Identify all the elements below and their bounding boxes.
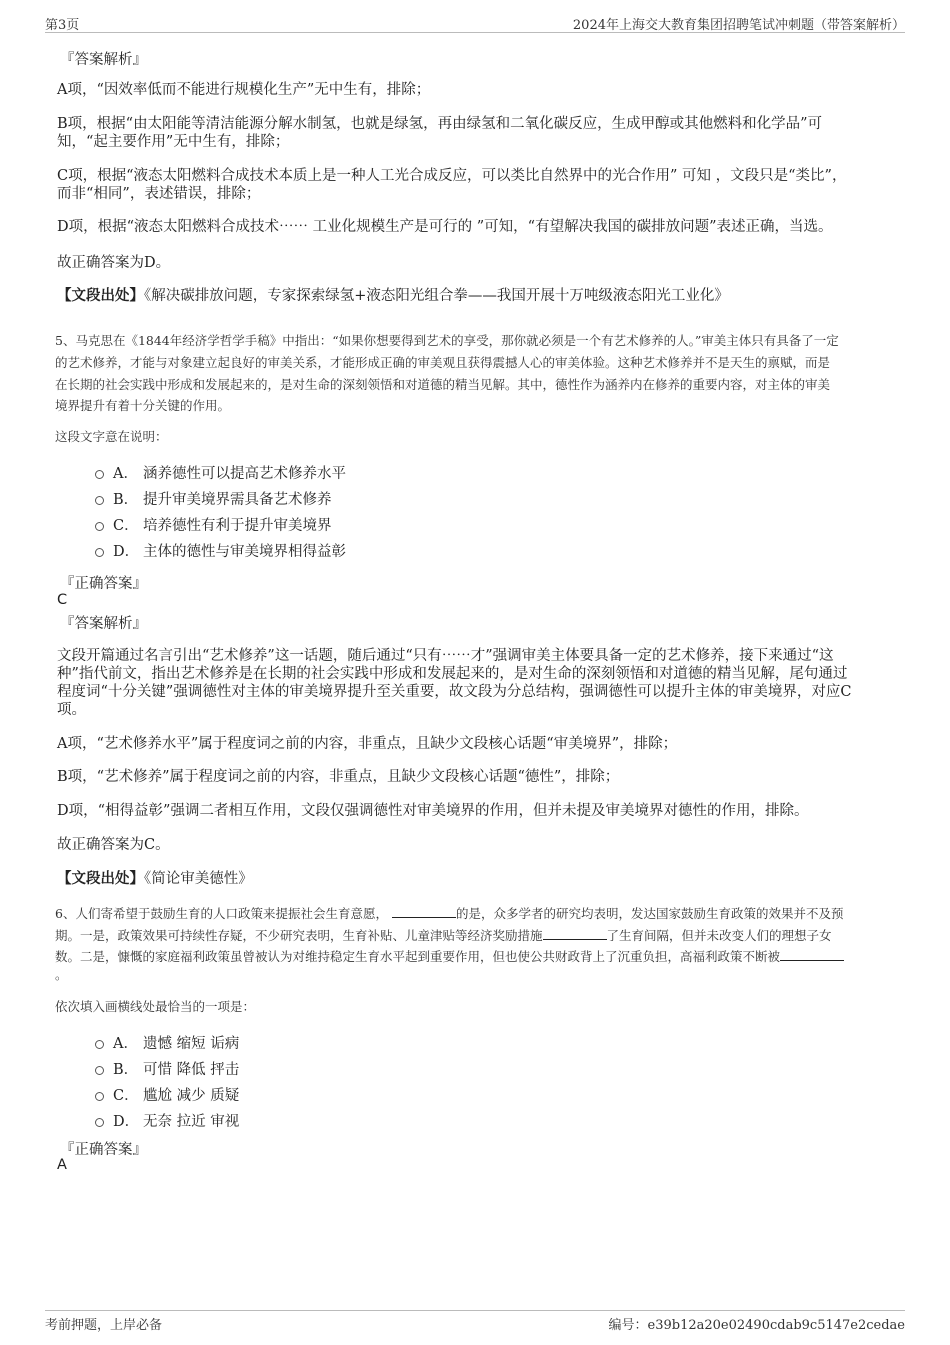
q5-option-b[interactable]: B． 提升审美境界需具备艺术修养 [95,488,332,509]
q5-analysis-line2: 种”指代前文，指出艺术修养是在长期的社会实践中形成和发展起来的，是对生命的深刻领悟和对道德的精当见解，尾句通过 [57,666,848,682]
q5-prompt: 这段文字意在说明： [55,429,168,444]
fill-blank-2[interactable] [543,927,607,940]
q5-option-c[interactable]: C． 培养德性有利于提升审美境界 [95,514,332,535]
q5-analysis-d: D项，“相得益彰”强调二者相互作用，文段仅强调德性对审美境界的作用，但并未提及审美境界对德性的作用，排除。 [57,803,809,819]
analysis-tag: 『答案解析』 [60,52,147,68]
q6-stem-line4: 。 [55,967,68,982]
radio-icon[interactable] [95,1092,104,1101]
q6-option-b[interactable]: B． 可惜 降低 抨击 [95,1058,239,1079]
q5-stem-line2: 的艺术修养，才能与对象建立起良好的审美关系，才能形成正确的审美观且获得震撼人心的审美体验。这种艺术修养并不是天生的禀赋，而是 [55,355,831,370]
source-label: 【文段出处】 [57,287,144,304]
analysis-d: D项，根据“液态太阳燃料合成技术⋯⋯ 工业化规模生产是可行的 ”可知，“有望解决我国的碳排放问题”表述正确，当选。 [57,219,833,235]
q5-analysis-line3: 程度词“十分关键”强调德性对主体的审美境界提升至关重要，故文段为分总结构，强调德性可以提升主体的审美境界，对应C [57,684,852,700]
source-title: 《简论审美德性》 [144,871,253,887]
analysis-b-line1: B项，根据“由太阳能等清洁能源分解水制氢，也就是绿氢，再由绿氢和二氧化碳反应，生成甲醇或其他燃料和化学品”可 [57,116,822,132]
answer-tag: 『正确答案』 [60,1142,147,1158]
document-id: 编号：e39b12a20e02490cdab9c5147e2cedae [608,1318,905,1333]
source-line [57,286,897,306]
q6-stem-line1: 6、人们寄希望于鼓励生育的人口政策来提振社会生育意愿， 的是，众多学者的研究均表明，发达国家鼓励生育政策的效果并不及预 [55,906,844,921]
q5-option-a[interactable]: A． 涵养德性可以提高艺术修养水平 [95,462,346,483]
q6-prompt: 依次填入画横线处最恰当的一项是： [55,999,256,1014]
radio-icon[interactable] [95,522,104,531]
q6-stem-line3: 数。二是，慷慨的家庭福利政策虽曾被认为对维持稳定生育水平起到重要作用，但也使公共财政背上了沉重负担，高福利政策不断被 [55,946,900,968]
q5-conclusion: 故正确答案为C。 [57,837,170,853]
q6-option-d[interactable]: D． 无奈 拉近 审视 [95,1110,239,1131]
answer-value: C [57,592,68,608]
q5-stem-line3: 在长期的社会实践中形成和发展起来的，是对生命的深刻领悟和对道德的精当见解。其中，德性作为涵养内在修养的重要内容，对主体的审美 [55,377,831,392]
radio-icon[interactable] [95,1118,104,1127]
q6-stem-line2: 期。一是，政策效果可持续性存疑，不少研究表明，生育补贴、儿童津贴等经济奖励措施 了生育间隔，但并未改变人们的理想子女 [55,928,832,943]
analysis-b-line2: 知，“起主要作用”无中生有，排除； [57,134,290,150]
radio-icon[interactable] [95,548,104,557]
q6-option-a[interactable]: A． 遗憾 缩短 诟病 [95,1032,239,1053]
q6-option-c[interactable]: C． 尴尬 减少 质疑 [95,1084,239,1105]
document-title: 2024年上海交大教育集团招聘笔试冲刺题（带答案解析） [572,18,905,33]
page-header [45,12,905,33]
q5-analysis-line1: 文段开篇通过名言引出“艺术修养”这一话题，随后通过“只有⋯⋯才”强调审美主体要具备一定的艺术修养，接下来通过“这 [57,648,834,664]
answer-value: A [57,1157,67,1173]
radio-icon[interactable] [95,470,104,479]
source-label: 【文段出处】 [57,870,144,887]
q5-source-line [57,869,897,889]
fill-blank-3[interactable] [780,948,844,961]
answer-tag: 『正确答案』 [60,576,147,592]
fill-blank-1[interactable] [392,905,456,918]
source-title: 《解决碳排放问题，专家探索绿氢+液态阳光组合拳——我国开展十万吨级液态阳光工业化》 [144,288,729,304]
q5-option-d[interactable]: D． 主体的德性与审美境界相得益彰 [95,540,346,561]
analysis-a: A项，“因效率低而不能进行规模化生产”无中生有，排除； [57,82,431,98]
q5-analysis-a: A项，“艺术修养水平”属于程度词之前的内容，非重点，且缺少文段核心话题“审美境界”，排除； [57,736,678,752]
radio-icon[interactable] [95,496,104,505]
q5-analysis-line4: 项。 [57,702,86,718]
q5-stem-line1: 5、马克思在《1844年经济学哲学手稿》中指出：“如果你想要得到艺术的享受，那你就必须是一个有艺术修养的人。”审美主体只有具备了一定 [55,333,839,348]
q5-analysis-b: B项，“艺术修养”属于程度词之前的内容，非重点，且缺少文段核心话题“德性”，排除； [57,769,620,785]
analysis-tag: 『答案解析』 [60,616,147,632]
radio-icon[interactable] [95,1066,104,1075]
radio-icon[interactable] [95,1040,104,1049]
analysis-c-line1: C项，根据“液态太阳燃料合成技术本质上是一种人工光合成反应，可以类比自然界中的光合作用” 可知 ，文段只是“类比”， [57,168,847,184]
footer-slogan: 考前押题，上岸必备 [45,1318,163,1333]
page-number: 第3页 [45,18,80,33]
conclusion: 故正确答案为D。 [57,255,171,271]
q5-stem-line4: 境界提升有着十分关键的作用。 [55,398,231,413]
page-footer [45,1310,905,1335]
analysis-c-line2: 而非“相同”，表述错误，排除； [57,186,261,202]
